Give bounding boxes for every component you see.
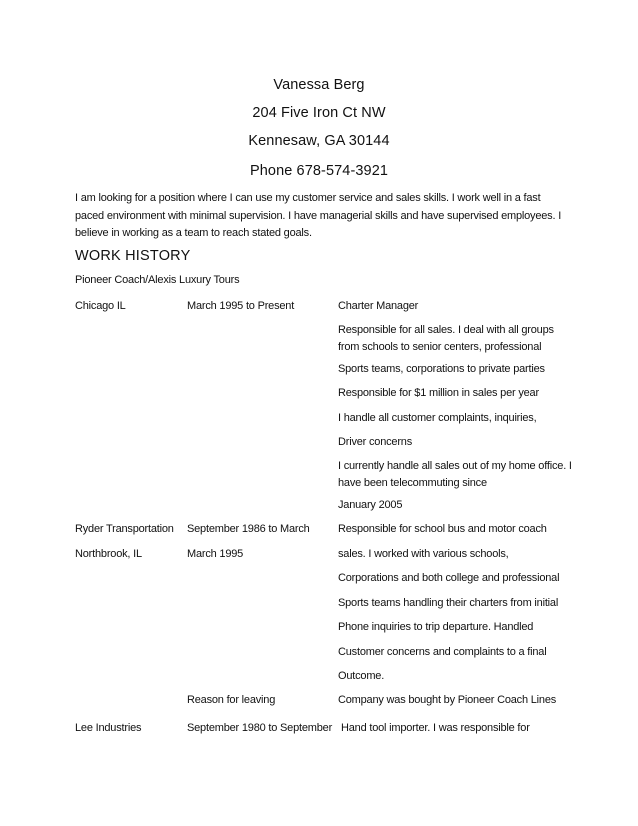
row-13-detail: Customer concerns and complaints to a final xyxy=(338,646,547,658)
row-7-detail: January 2005 xyxy=(338,499,403,511)
city-state-zip-text: Kennesaw, GA 30144 xyxy=(248,133,390,149)
street-address xyxy=(0,105,638,121)
row-3-detail: Responsible for $1 million in sales per year xyxy=(338,387,539,399)
row-1-detail: Responsible for all sales. I deal with all groups from schools to senior centers, professional xyxy=(338,324,554,353)
row-6-detail: I currently handle all sales out of my home office. I have been telecommuting since xyxy=(338,460,572,489)
row-5-detail: Driver concerns xyxy=(338,436,413,448)
row-12-detail: Phone inquiries to trip departure. Handled xyxy=(338,621,534,633)
phone-number xyxy=(0,163,638,179)
phone-number-text: Phone 678-574-3921 xyxy=(249,163,389,179)
row-16-detail: Hand tool importer. I was responsible for xyxy=(341,722,530,734)
row-14-detail: Outcome. xyxy=(338,670,385,682)
row-8-dates: September 1986 to March xyxy=(187,523,310,535)
objective-summary: I am looking for a position where I can use my customer service and sales skills. I work well in a fast paced environment with minimal supervision. I have managerial skills and have supervised employees. I believe in working as a team to reach stated goals. xyxy=(75,192,562,239)
row-0-detail: Charter Manager xyxy=(338,300,419,312)
row-8-location: Ryder Transportation xyxy=(75,523,174,535)
row-2-detail: Sports teams, corporations to private parties xyxy=(338,363,545,375)
row-9-detail: sales. I worked with various schools, xyxy=(338,548,509,560)
row-15-detail: Company was bought by Pioneer Coach Lines xyxy=(338,694,557,706)
candidate-name xyxy=(0,77,638,93)
row-16-dates: September 1980 to September xyxy=(187,722,333,734)
work-history-heading: WORK HISTORY xyxy=(75,248,191,264)
row-9-location: Northbrook, IL xyxy=(75,548,142,560)
row-0-location: Chicago IL xyxy=(75,300,126,312)
row-10-detail: Corporations and both college and professional xyxy=(338,572,560,584)
candidate-name-text: Vanessa Berg xyxy=(273,77,365,93)
city-state-zip xyxy=(0,133,638,149)
company-line: Pioneer Coach/Alexis Luxury Tours xyxy=(75,274,240,286)
row-4-detail: I handle all customer complaints, inquiries, xyxy=(338,412,537,424)
row-15-label: Reason for leaving xyxy=(187,694,276,706)
row-11-detail: Sports teams handling their charters from initial xyxy=(338,597,559,609)
row-9-dates: March 1995 xyxy=(187,548,244,560)
street-address-text: 204 Five Iron Ct NW xyxy=(252,105,386,121)
row-0-dates: March 1995 to Present xyxy=(187,300,295,312)
row-16-location: Lee Industries xyxy=(75,722,142,734)
row-8-detail: Responsible for school bus and motor coach xyxy=(338,523,547,535)
